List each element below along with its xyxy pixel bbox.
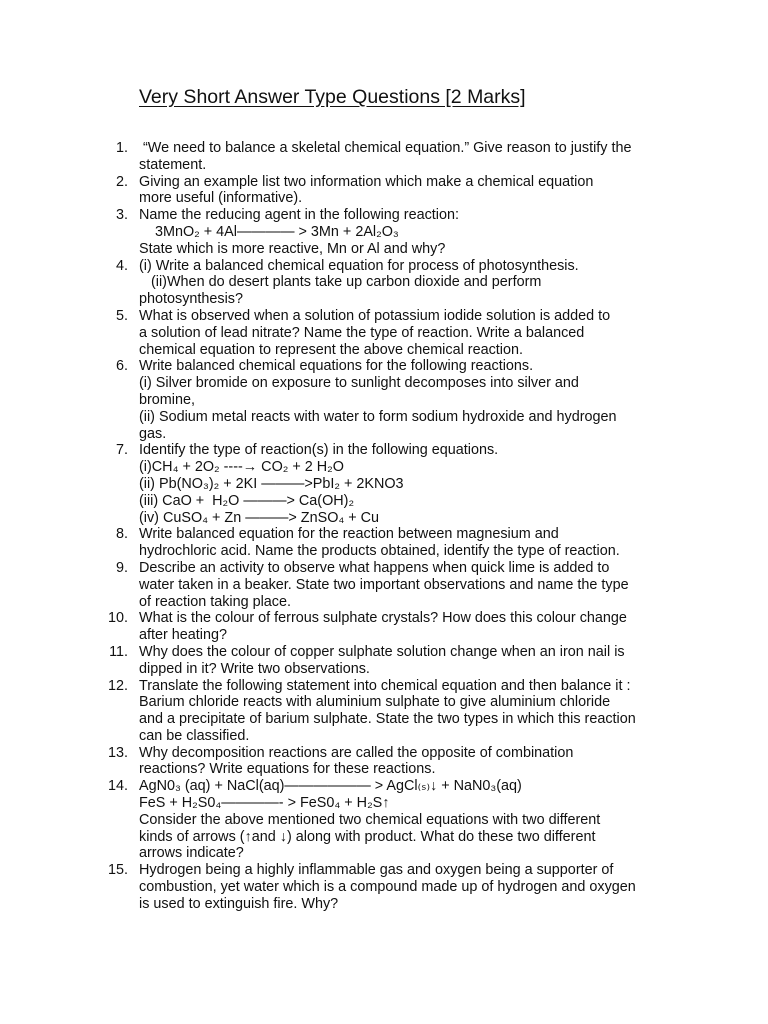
- question-number: 13.: [107, 744, 128, 761]
- question-text-line: Barium chloride reacts with aluminium sulphate to give aluminium chloride: [139, 694, 611, 711]
- question-text-line: bromine,: [139, 391, 195, 408]
- question-number: 5.: [115, 307, 128, 324]
- question-text-line: can be classified.: [139, 727, 250, 744]
- question-number: 10.: [107, 610, 128, 627]
- question-text-line: Why decomposition reactions are called the opposite of combination: [139, 744, 574, 761]
- question-number: 12.: [107, 677, 128, 694]
- question-text-line: kinds of arrows (↑and ↓) along with product. What do these two different: [139, 828, 596, 845]
- question-text-line: AgN0₃ (aq) + NaCl(aq)—————— > AgCl₍ₛ₎↓ + NaN0₃(aq): [139, 778, 522, 795]
- question-text-line: of reaction taking place.: [139, 593, 291, 610]
- question-text-line: is used to extinguish fire. Why?: [139, 895, 339, 912]
- question-text-line: arrows indicate?: [139, 845, 244, 862]
- question-text-line: 3MnO₂ + 4Al———— > 3Mn + 2Al₂O₃: [139, 223, 399, 240]
- question-text-line: a solution of lead nitrate? Name the type of reaction. Write a balanced: [139, 324, 585, 341]
- question-text-line: and a precipitate of barium sulphate. State the two types in which this reaction: [139, 711, 636, 728]
- question-text-line: Describe an activity to observe what happens when quick lime is added to: [139, 559, 610, 576]
- question-text-line: (ii) Sodium metal reacts with water to form sodium hydroxide and hydrogen: [139, 408, 617, 425]
- question-text-line: Giving an example list two information which make a chemical equation: [139, 173, 594, 190]
- page-title: Very Short Answer Type Questions [2 Marks]: [139, 86, 526, 108]
- question-text-line: hydrochloric acid. Name the products obtained, identify the type of reaction.: [139, 543, 620, 560]
- question-number: 4.: [115, 257, 128, 274]
- question-item: [0, 442, 768, 526]
- question-text-line: What is the colour of ferrous sulphate crystals? How does this colour change: [139, 610, 627, 627]
- question-text-line: water taken in a beaker. State two important observations and name the type: [139, 576, 629, 593]
- question-item: [0, 308, 768, 358]
- question-text-line: What is observed when a solution of potassium iodide solution is added to: [139, 307, 611, 324]
- question-text-line: State which is more reactive, Mn or Al and why?: [139, 240, 446, 257]
- question-item: [0, 644, 768, 678]
- question-text-line: combustion, yet water which is a compound made up of hydrogen and oxygen: [139, 879, 636, 896]
- question-text-line: (i) Silver bromide on exposure to sunlight decomposes into silver and: [139, 375, 579, 392]
- question-text-line: (ii) Pb(NO₃)₂ + 2KI ———>PbI₂ + 2KNO3: [139, 475, 404, 492]
- question-text-line: Name the reducing agent in the following reaction:: [139, 207, 459, 224]
- question-text-line: (ii)When do desert plants take up carbon dioxide and perform: [139, 274, 542, 291]
- question-item: [0, 174, 768, 208]
- question-number: 7.: [115, 442, 128, 459]
- question-item: [0, 778, 768, 862]
- question-text-line: statement.: [139, 156, 207, 173]
- question-number: 2.: [115, 173, 128, 190]
- question-text-line: Hydrogen being a highly inflammable gas and oxygen being a supporter of: [139, 862, 614, 879]
- question-number: 6.: [115, 358, 128, 375]
- question-item: [0, 610, 768, 644]
- question-number: 3.: [115, 207, 128, 224]
- question-number: 9.: [115, 559, 128, 576]
- question-text-line: Translate the following statement into chemical equation and then balance it :: [139, 677, 631, 694]
- question-text-line: after heating?: [139, 627, 228, 644]
- question-text-line: chemical equation to represent the above chemical reaction.: [139, 341, 523, 358]
- question-text-line: FeS + H₂S0₄————- > FeS0₄ + H₂S↑: [139, 795, 390, 812]
- question-text-line: (i) Write a balanced chemical equation for process of photosynthesis.: [139, 257, 579, 274]
- question-item: [0, 358, 768, 442]
- question-item: [0, 526, 768, 560]
- question-item: [0, 862, 768, 912]
- question-text-line: “We need to balance a skeletal chemical equation.” Give reason to justify the: [139, 140, 632, 156]
- question-text-line: gas.: [139, 425, 167, 442]
- question-text-line: more useful (informative).: [139, 190, 303, 207]
- question-number: 15.: [107, 862, 128, 879]
- question-text-line: Write balanced chemical equations for the following reactions.: [139, 358, 534, 375]
- question-number: 11.: [109, 643, 128, 660]
- question-text-line: Write balanced equation for the reaction between magnesium and: [139, 526, 559, 543]
- question-text-line: Identify the type of reaction(s) in the following equations.: [139, 442, 499, 459]
- question-number: 14.: [107, 778, 128, 795]
- question-text-line: photosynthesis?: [139, 291, 244, 308]
- question-text-line: Why does the colour of copper sulphate solution change when an iron nail is: [139, 643, 625, 660]
- question-item: [0, 207, 768, 257]
- question-text-line: dipped in it? Write two observations.: [139, 660, 370, 677]
- question-text-line: (iv) CuSO₄ + Zn ———> ZnSO₄ + Cu: [139, 509, 380, 526]
- question-item: [0, 560, 768, 610]
- question-number: 1.: [115, 140, 128, 156]
- question-number: 8.: [115, 526, 128, 543]
- question-item: [0, 140, 768, 174]
- question-item: [0, 678, 768, 745]
- question-item: [0, 258, 768, 308]
- question-text-line: (i)CH₄ + 2O₂ ----→ CO₂ + 2 H₂O: [139, 459, 344, 476]
- question-text-line: Consider the above mentioned two chemical equations with two different: [139, 811, 601, 828]
- question-text-line: reactions? Write equations for these reactions.: [139, 761, 436, 778]
- question-text-line: (iii) CaO + H₂O ———> Ca(OH)₂: [139, 492, 355, 509]
- question-item: [0, 745, 768, 779]
- question-list: [0, 140, 768, 913]
